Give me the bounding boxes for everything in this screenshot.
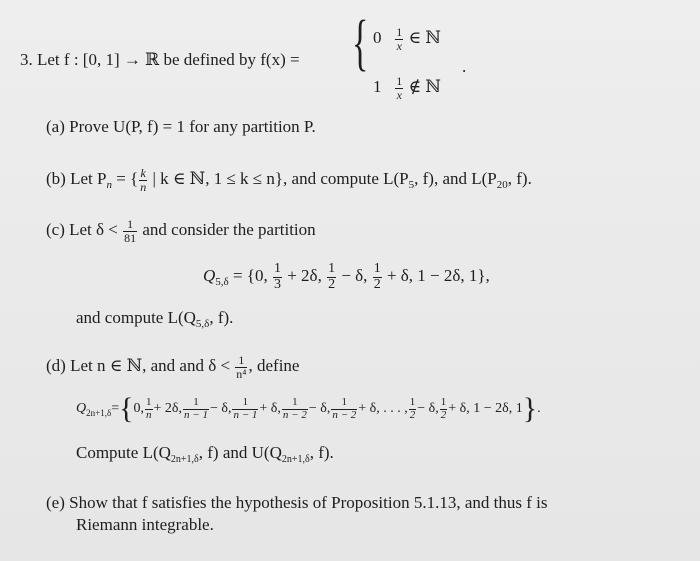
set-close-brace: } bbox=[522, 392, 538, 425]
set-open-brace: { bbox=[119, 392, 134, 425]
partition-fraction: $\frac{1}{2}$ bbox=[440, 395, 447, 421]
case-row-1 bbox=[373, 26, 441, 52]
piecewise-brace: { bbox=[352, 9, 369, 77]
case-1-condition: ∈ ℕ bbox=[408, 28, 441, 47]
frac-1-2-a: $\frac{1}{2}$ bbox=[328, 261, 336, 292]
part-a bbox=[46, 118, 316, 135]
part-c-label: (c) bbox=[46, 220, 65, 239]
case-1-value: 0 bbox=[373, 28, 382, 47]
part-d-partition-equation: $Q_{2n+1,\delta}=\{0$, $\frac{1}{n}$ + 2δ, $\frac{1}{n - 1}$ − δ, $\frac{1}{n - 1}$ + δ, $\frac{1}{n - 2}$ − δ, $\frac{1}{n - 2}$ + δ, . . . , $\frac{1}{2}$ − δ, $\frac{1}{2}$ + δ, 1 − 2δ, 1}. bbox=[76, 392, 541, 425]
part-a-text: Prove U(P, f) = 1 for any partition P. bbox=[69, 117, 316, 136]
partition-fraction: $\frac{1}{n}$ bbox=[146, 395, 152, 421]
partition-fraction: $\frac{1}{n - 1}$ bbox=[184, 395, 208, 421]
partition-fraction: $\frac{1}{2}$ bbox=[409, 395, 416, 421]
partition-term: $\frac{1}{n - 1}$ − δ, bbox=[184, 395, 232, 421]
part-c-fraction: $\frac{1}{81}$ bbox=[124, 217, 137, 245]
partition-term: $\frac{1}{2}$ − δ, bbox=[409, 395, 439, 421]
part-e-line-1: (e) Show that f satisfies the hypothesis of Proposition 5.1.13, and thus f is bbox=[46, 493, 548, 512]
part-e-line-2: Riemann integrable. bbox=[76, 515, 214, 534]
part-b-label: (b) bbox=[46, 169, 66, 188]
problem-intro: Let f : [0, 1] → ℝ be defined by f(x) = bbox=[37, 50, 300, 69]
part-c-partition-equation: $Q_{5,\delta} = \{0$, $\frac{1}{3}$ + 2δ, $\frac{1}{2}$ − δ, $\frac{1}{2}$ + δ, 1 − 2δ, 1}, bbox=[203, 261, 490, 292]
part-a-label: (a) bbox=[46, 117, 65, 136]
partition-fraction: $\frac{1}{n - 1}$ bbox=[233, 395, 258, 421]
part-b: (b) Let $P_n$ = { $\frac{k}{n}$ | k ∈ ℕ, 1 ≤ k ≤ n}, and compute $L(P_5$, f), and $L(P_{20}$, f). bbox=[46, 166, 532, 194]
partition-term: $\frac{1}{n - 2}$ − δ, bbox=[282, 395, 331, 421]
part-c: (c) Let δ < $\frac{1}{81}$ and consider the partition bbox=[46, 217, 316, 245]
part-b-fraction: $\frac{k}{n}$ bbox=[140, 166, 147, 194]
case-2-value: 1 bbox=[373, 77, 382, 96]
frac-1-2-b: $\frac{1}{2}$ bbox=[373, 261, 381, 292]
partition-fraction: $\frac{1}{n - 2}$ bbox=[332, 395, 357, 421]
problem-header bbox=[20, 51, 300, 68]
partition-term: 0, $\frac{1}{n}$ + 2δ, bbox=[133, 395, 183, 421]
definition-period: . bbox=[462, 57, 467, 76]
partition-term: $\frac{1}{n - 2}$ + δ, . . . , bbox=[332, 395, 408, 421]
partition-term: $\frac{1}{2}$ + δ, 1 − 2δ, 1 bbox=[440, 395, 523, 421]
part-d-compute: Compute $L(Q_{2n+1,\delta}$, f) and $U(Q_{2n+1,\delta}$, f). bbox=[76, 443, 334, 465]
part-d-label: (d) bbox=[46, 356, 66, 375]
case-1-fraction: $\frac{1}{x}$ bbox=[396, 25, 403, 53]
problem-number: 3. bbox=[20, 50, 33, 69]
part-d-fraction: $\frac{1}{\text{n⁴}}$ bbox=[236, 353, 247, 381]
case-2-condition: ∉ ℕ bbox=[408, 77, 441, 96]
part-c-compute: and compute $L(Q_{5,\delta}$, f). bbox=[76, 308, 234, 330]
part-e-label: (e) bbox=[46, 493, 65, 512]
partition-term: $\frac{1}{n - 1}$ + δ, bbox=[233, 395, 281, 421]
partition-fraction: $\frac{1}{n - 2}$ bbox=[282, 395, 307, 421]
frac-1-3: $\frac{1}{3}$ bbox=[273, 261, 281, 292]
part-d: (d) Let n ∈ ℕ, and and δ < $\frac{1}{\text{n⁴}}$ , define bbox=[46, 353, 300, 381]
case-2-fraction: $\frac{1}{x}$ bbox=[396, 74, 403, 102]
case-row-2 bbox=[373, 75, 441, 101]
